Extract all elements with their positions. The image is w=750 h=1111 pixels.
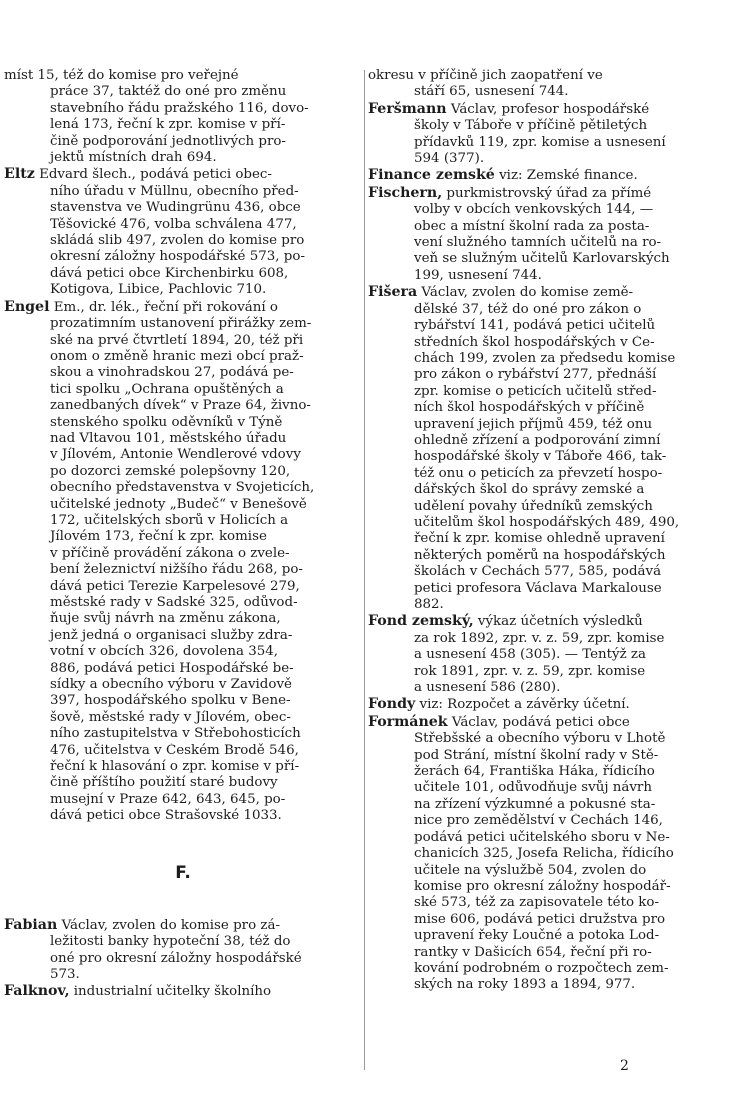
entry-line [4,200,362,216]
index-entry [368,167,712,184]
entry-line [368,647,712,663]
entry-line [4,249,362,265]
entry-line [4,233,362,249]
entry-text: čině podporování jednotlivých pro- [50,133,286,149]
column-divider [364,70,365,1070]
entry-line [4,497,362,513]
entry-line [4,101,362,117]
entry-text: přídavků 119, zpr. komise a usnesení [414,134,666,150]
entry-text: 882. [414,597,444,612]
entry-line [368,548,712,564]
entry-line [4,628,362,644]
entry-line [368,961,712,977]
entry-text: petici profesora Václava Markalouse [414,580,662,596]
entry-text: nice pro zemědělství v Čechách 146, [414,813,663,829]
entry-text: upravení řeky Loučné a potoka Lod- [414,928,660,944]
entry-line [368,696,712,713]
entry-line [368,813,712,829]
entry-text: prozatimním ustanovení přirážky zem- [50,316,312,332]
entry-line [4,808,362,824]
entry-line [368,318,712,334]
entry-text: jektů místních drah 694. [50,150,217,166]
entry-heading: Formánek [368,713,448,730]
entry-text: pro zákon o rybářství 277, přednáší [414,367,657,383]
entry-line [4,917,362,934]
entry-line [4,562,362,578]
entry-text: dářských škol do správy zemské a [414,482,645,498]
entry-line [4,513,362,529]
entry-text: hospodářské školy v Táboře 466, tak- [414,449,667,465]
entry-heading: Falknov, [4,983,70,1000]
entry-line [368,433,712,449]
entry-line [368,284,712,301]
entry-line [368,202,712,218]
entry-line [368,613,712,630]
entry-text: komise pro okresní záložny hospodář- [414,878,671,894]
entry-line [4,726,362,742]
entry-line [368,879,712,895]
entry-text: 594 (377). [414,151,485,167]
index-entry [368,68,712,101]
entry-text: Em., dr. lék., řeční při rokování o [49,299,278,315]
entry-line [368,515,712,531]
entry-line [4,184,362,200]
entry-line [368,945,712,961]
entry-text: Václav, zvolen do komise pro zá- [57,917,280,933]
entry-line [4,299,362,316]
entry-line [368,597,712,613]
entry-text: obecního představenstva v Svojeticích, [50,480,315,496]
entry-text: ských na roky 1893 a 1894, 977. [414,977,636,993]
entry-text: stavebního řádu pražského 116, dovo- [50,100,309,116]
entry-text: 573. [50,966,80,982]
entry-text: viz: Rozpočet a závěrky účetní. [415,697,630,713]
entry-text: Jílovém 173, řeční k zpr. komise [50,529,267,545]
entry-line [4,611,362,627]
entry-line [4,333,362,349]
index-entry [4,68,362,166]
entry-line [368,167,712,184]
entry-heading: Engel [4,298,50,315]
entry-text: ního úřadu v Müllnu, obecního před- [50,183,299,199]
entry-text: práce 37, taktéž do oné pro změnu [50,84,287,100]
entry-text: stavenstva ve Wudingrünu 436, obce [50,200,301,216]
entry-text: lená 173, řeční k zpr. komise v pří- [50,117,286,133]
entry-line [4,282,362,298]
entry-text: mise 606, podává petici družstva pro [414,911,666,927]
entry-text: na zřízení výzkumné a pokusné sta- [414,796,656,812]
entry-line [368,251,712,267]
entry-line [368,748,712,764]
entry-line [4,382,362,398]
entry-text: udělení povahy úředníků zemských [414,498,653,514]
entry-line [368,268,712,284]
entry-text: učitele na výslužbě 504, zvolen do [414,862,647,878]
entry-line [368,928,712,944]
index-entry [4,166,362,298]
entry-heading: Fischern, [368,184,443,201]
entry-line [368,68,712,84]
entry-line [368,680,712,696]
entry-text: učitele 101, odůvodňuje svůj návrh [414,780,652,796]
entry-text: Václav, profesor hospodářské [446,101,650,117]
entry-line [368,564,712,580]
entry-text: industrialní učitelky školního [69,984,272,1000]
entry-line [368,830,712,846]
entry-text: též onu o peticích za převzetí hospo- [414,465,663,481]
entry-text: ňuje svůj návrh na změnu zákona, [50,611,281,627]
index-entry [368,101,712,168]
entry-line [368,714,712,731]
entry-line [368,135,712,151]
entry-text: rybářství 141, podává petici učitelů [414,318,656,334]
entry-text: jenž jedná o organisaci služby zdra- [50,627,293,643]
entry-text: řeční k zpr. komise ohledně upravení [414,531,665,547]
entry-line [4,150,362,166]
entry-text: a usnesení 458 (305). — Tentýž za [414,647,646,663]
entry-line [368,400,712,416]
entry-line [4,934,362,950]
entry-line [368,499,712,515]
entry-line [4,447,362,463]
entry-line [4,759,362,775]
entry-line [368,912,712,928]
entry-text: 397, hospodářského spolku v Bene- [50,693,291,709]
entry-text: některých poměrů na hospodářských [414,547,666,563]
entry-text: rantky v Dašicích 654, řeční při ro- [414,944,652,960]
entry-line [368,581,712,597]
entry-heading: Finance zemské [368,167,495,184]
entry-text: řeční k hlasování o zpr. komise v pří- [50,759,300,775]
entry-line [4,529,362,545]
entry-text: městské rady v Sadské 325, odůvod- [50,595,298,610]
entry-line [368,449,712,465]
entry-line [4,431,362,447]
entry-line [4,480,362,496]
entry-text: skou a vinohradskou 27, podává pe- [50,365,294,381]
entry-text: ních škol hospodářských v příčině [414,400,645,416]
entry-text: pod Strání, místní školní rady v Stě- [414,747,659,763]
entry-line [4,166,362,183]
entry-text: ležitosti banky hypoteční 38, též do [50,934,291,950]
entry-text: Kotigova, Libice, Pachlovic 710. [50,282,267,298]
entry-heading: Fišera [368,284,418,301]
entry-text: podává petici učitelského sboru v Ne- [414,829,670,845]
entry-line [4,677,362,693]
entry-line [4,595,362,611]
entry-line [4,266,362,282]
entry-text: vení služného tamních učitelů na ro- [414,235,662,251]
entry-text: šově, městské rady v Jílovém, obec- [50,709,291,725]
entry-text: žerách 64, Františka Háka, řídicího [414,764,655,780]
entry-line [368,780,712,796]
entry-line [368,302,712,318]
entry-line [368,101,712,118]
entry-line [4,743,362,759]
entry-text: Václav, zvolen do komise země- [417,285,634,301]
entry-line [368,118,712,134]
entry-line [368,482,712,498]
entry-text: ohledně zřízení a podporování zimní [414,432,661,448]
entry-text: za rok 1892, zpr. v. z. 59, zpr. komise [414,630,665,646]
entry-text: míst 15, též do komise pro veřejné [4,68,239,83]
entry-line [4,398,362,414]
entry-text: skládá slib 497, zvolen do komise pro [50,233,305,249]
entry-line [4,693,362,709]
entry-text: ního zastupitelstva v Střebohosticích [50,726,301,742]
entry-text: nad Vltavou 101, městského úřadu [50,430,287,446]
entry-line [4,415,362,431]
page-number: 2 [620,1058,629,1074]
entry-line [4,546,362,562]
entry-line [368,417,712,433]
entry-text: školách v Čechách 577, 585, podává [414,564,662,580]
entry-text: stáří 65, usnesení 744. [414,84,569,100]
entry-line [368,863,712,879]
entry-line [368,219,712,235]
entry-heading: Feršmann [368,100,447,117]
entry-text: dělské 37, též do oné pro zákon o [414,301,642,317]
entry-line [368,531,712,547]
entry-text: musejní v Praze 642, 643, 645, po- [50,791,286,807]
entry-text: učitelské jednoty „Budeč“ v Benešově [50,496,307,512]
entry-line [4,316,362,332]
entry-text: oné pro okresní záložny hospodářské [50,950,302,966]
entry-line [368,895,712,911]
entry-line [4,967,362,983]
entry-text: ské 573, též za zapisovatele této ko- [414,895,660,911]
entry-text: purkmistrovský úřad za přímé [442,185,652,201]
entry-text: stenského spolku oděvníků v Týně [50,414,283,430]
entry-text: Těšovické 476, volba schválena 477, [50,216,297,232]
section-letter: F. [175,862,191,883]
entry-line [4,134,362,150]
entry-heading: Eltz [4,166,35,183]
entry-line [4,983,362,1000]
entry-line [368,367,712,383]
entry-text: dává petici obce Strašovské 1033. [50,808,282,824]
entry-line [368,664,712,680]
entry-text: dává petici obce Kirchenbirku 608, [50,265,289,281]
entry-text: Edvard šlech., podává petici obec- [34,167,272,183]
entry-text: čině příštího použití staré budovy [50,775,278,791]
entry-text: učitelům škol hospodářských 489, 490, [414,514,680,530]
index-entry [4,983,362,1000]
entry-text: školy v Táboře v příčině pětiletých [414,118,648,134]
entry-text: okresní záložny hospodářské 573, po- [50,249,305,265]
entry-text: a usnesení 586 (280). [414,680,561,696]
index-entry [368,714,712,994]
entry-text: sídky a obecního výboru v Zavidově [50,677,292,693]
entry-text: 476, učitelstva v Českém Brodě 546, [50,742,299,758]
entry-text: 886, podává petici Hospodářské be- [50,660,294,676]
entry-line [368,631,712,647]
entry-line [4,349,362,365]
entry-text: chanicích 325, Josefa Relicha, řídicího [414,846,674,862]
entry-text: chách 199, zvolen za předsedu komise [414,350,676,366]
entry-text: upravení jejich příjmů 459, též onu [414,416,653,432]
entry-heading: Fabian [4,916,58,933]
entry-text: bení železnictví nižšího řádu 268, po- [50,562,303,578]
entry-line [4,217,362,233]
index-entry [368,696,712,713]
index-entry [368,185,712,284]
index-entry [4,299,362,825]
entry-text: zanedbaných dívek“ v Praze 64, živno- [50,398,311,414]
entry-heading: Fond zemský, [368,613,474,630]
entry-text: volby v obcích venkovských 144, — [414,202,654,218]
entry-line [4,365,362,381]
entry-text: votní v obcích 326, dovolena 354, [50,644,279,660]
entry-text: onom o změně hranic mezi obcí praž- [50,348,304,364]
entry-text: dává petici Terezie Karpelesové 279, [50,578,300,594]
entry-line [4,792,362,808]
entry-heading: Fondy [368,696,416,713]
entry-text: veň se služným učitelů Karlovarských [414,251,670,267]
entry-line [368,797,712,813]
entry-text: v příčině provádění zákona o zvele- [50,545,290,561]
entry-line [4,579,362,595]
entry-line [368,151,712,167]
entry-line [4,775,362,791]
entry-line [368,84,712,100]
entry-line [4,951,362,967]
entry-text: okresu v příčině jich zaopatření ve [368,68,603,83]
entry-text: viz: Zemské finance. [494,168,638,184]
entry-line [368,235,712,251]
entry-line [368,977,712,993]
entry-line [4,117,362,133]
entry-line [368,731,712,747]
entry-text: 199, usnesení 744. [414,267,542,283]
entry-text: zpr. komise o peticích učitelů střed- [414,383,657,399]
entry-text: ské na prvé čtvrtletí 1894, 20, též při [50,332,304,348]
entry-line [368,466,712,482]
entry-line [368,185,712,202]
entry-text: obec a místní školní rada za posta- [414,218,650,234]
index-entry [368,613,712,696]
entry-line [368,351,712,367]
index-entry [4,917,362,984]
index-entry [368,284,712,613]
entry-line [4,644,362,660]
entry-text: v Jílovém, Antonie Wendlerové vdovy [50,447,301,463]
entry-line [4,84,362,100]
entry-line [368,846,712,862]
entry-text: kování podrobném o rozpočtech zem- [414,960,669,976]
entry-text: rok 1891, zpr. v. z. 59, zpr. komise [414,663,646,679]
entry-line [368,384,712,400]
entry-text: výkaz účetních výsledků [473,614,643,630]
entry-line [4,464,362,480]
entry-line [368,764,712,780]
entry-text: středních škol hospodářských v Če- [414,334,655,350]
entry-text: Střebšské a obecního výboru v Lhotě [414,731,666,747]
entry-line [368,335,712,351]
entry-text: 172, učitelských sborů v Holicích a [50,512,289,528]
entry-line [4,710,362,726]
entry-line [4,661,362,677]
entry-text: tici spolku „Ochrana opuštěných a [50,381,284,397]
entry-text: Václav, podává petici obce [447,714,630,730]
right-column [368,68,712,994]
left-column [4,68,362,1001]
entry-text: po dozorci zemské polepšovny 120, [50,463,291,479]
entry-line [4,68,362,84]
